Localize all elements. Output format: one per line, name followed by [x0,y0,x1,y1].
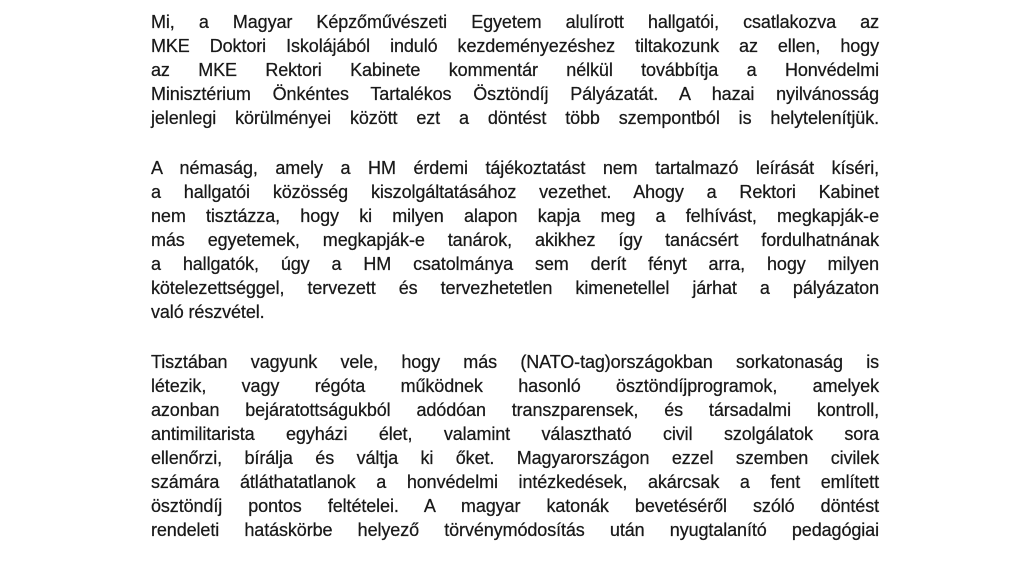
text-line: ösztöndíj pontos feltételei. A magyar katonák bevetéséről szóló döntést [151,496,879,516]
paragraph [151,10,879,130]
text-line: jelenlegi körülményei között ezt a döntést több szempontból is helytelenítjük. [151,108,879,128]
paragraph [151,350,879,542]
text-line: más egyetemek, megkapják-e tanárok, akikhez így tanácsért fordulhatnának [151,230,879,250]
text-line: MKE Doktori Iskolájából induló kezdeményezéshez tiltakozunk az ellen, hogy [151,36,879,56]
text-line: a hallgatói közösség kiszolgáltatásához vezethet. Ahogy a Rektori Kabinet [151,182,879,202]
text-line: rendeleti hatáskörbe helyező törvénymódosítás után nyugtalanító pedagógiai [151,520,879,540]
text-line: Tisztában vagyunk vele, hogy más (NATO-tag)országokban sorkatonaság is [151,352,879,372]
text-line: számára átláthatatlanok a honvédelmi intézkedések, akárcsak a fent említett [151,472,879,492]
document-body-text [151,10,879,568]
text-line: való részvétel. [151,302,265,322]
text-line: azonban bejáratottságukból adódóan transzparensek, és társadalmi kontroll, [151,400,879,420]
text-line: ellenőrzi, bírálja és váltja ki őket. Magyarországon ezzel szemben civilek [151,448,879,468]
text-line: A némaság, amely a HM érdemi tájékoztatást nem tartalmazó leírását kíséri, [151,158,879,178]
paragraph [151,156,879,324]
text-line: Minisztérium Önkéntes Tartalékos Ösztöndíj Pályázatát. A hazai nyilvánosság [151,84,879,104]
text-line: az MKE Rektori Kabinete kommentár nélkül továbbítja a Honvédelmi [151,60,879,80]
text-line: kötelezettséggel, tervezett és tervezhetetlen kimenetellel járhat a pályázaton [151,278,879,298]
text-line: nem tisztázza, hogy ki milyen alapon kapja meg a felhívást, megkapják-e [151,206,879,226]
text-line: a hallgatók, úgy a HM csatolmánya sem derít fényt arra, hogy milyen [151,254,879,274]
text-line: antimilitarista egyházi élet, valamint választható civil szolgálatok sora [151,424,879,444]
text-line: Mi, a Magyar Képzőművészeti Egyetem alulírott hallgatói, csatlakozva az [151,12,879,32]
text-line: létezik, vagy régóta működnek hasonló ösztöndíjprogramok, amelyek [151,376,879,396]
